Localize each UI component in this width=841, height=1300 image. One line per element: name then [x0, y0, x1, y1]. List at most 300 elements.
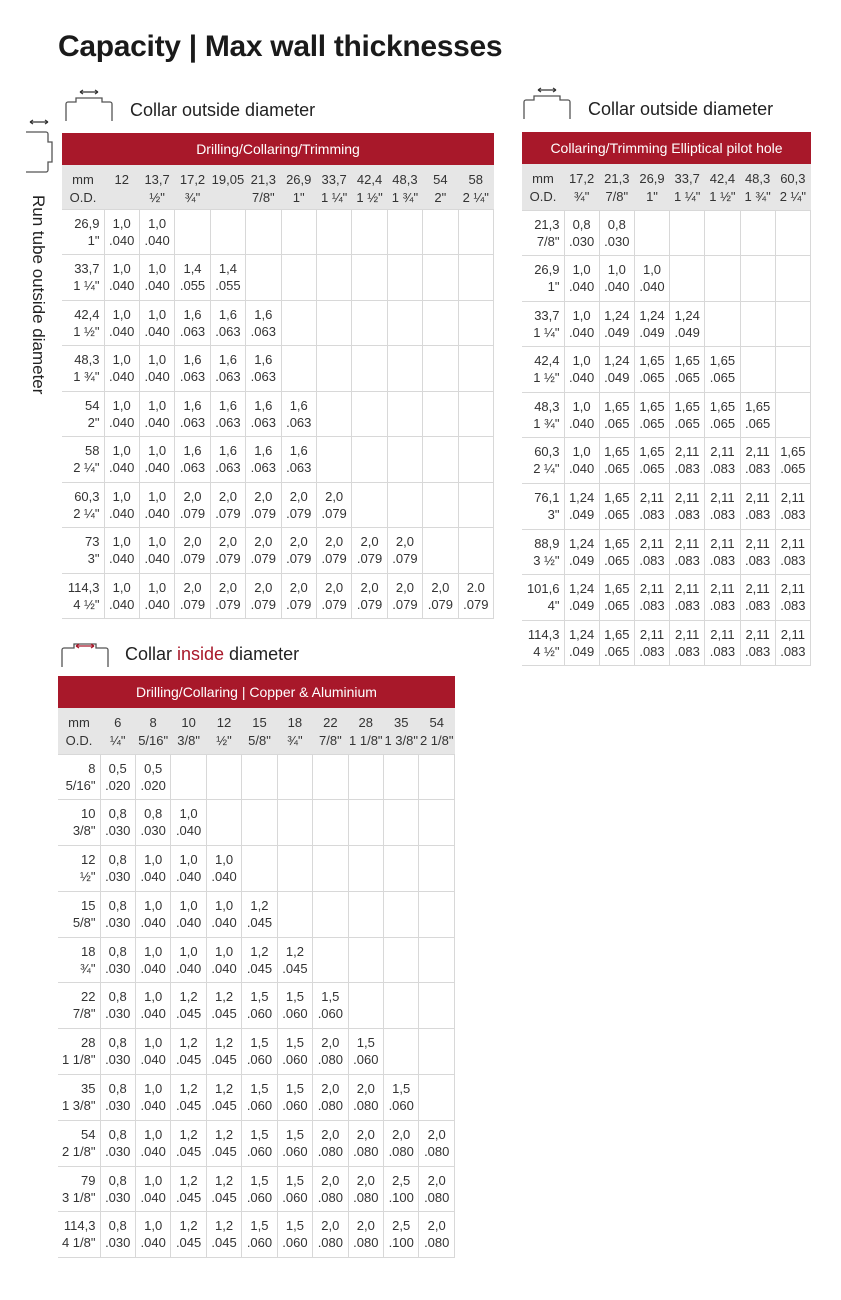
table-cell: [313, 754, 348, 800]
cell-line: 1,0: [179, 852, 198, 868]
table-cell: [670, 392, 705, 438]
table-cell: [599, 256, 634, 302]
cell-line: ½": [149, 190, 165, 205]
cell-line: .040: [144, 369, 170, 384]
table-cell: [242, 1120, 277, 1166]
cell-line: 1": [646, 189, 658, 204]
cell-line: .083: [709, 643, 736, 659]
cell-line: 0,8: [607, 216, 626, 232]
table-cell: [171, 937, 206, 983]
cell-line: .063: [179, 414, 206, 430]
table-cell: [775, 484, 810, 530]
table-copper-aluminium: [58, 676, 455, 1258]
table-cell: [313, 800, 348, 846]
cell-line: 2 ¼": [779, 189, 807, 204]
cell-line: 4 1/8": [61, 1235, 96, 1251]
cell-line: 2,11: [639, 490, 665, 506]
cell-line: 1,5: [250, 1126, 269, 1142]
table-cell: [458, 482, 493, 528]
cell-line: .045: [246, 914, 273, 930]
cell-line: .083: [639, 598, 665, 614]
cell-line: 1,0: [144, 1081, 163, 1097]
cell-line: 12: [216, 715, 232, 730]
cell-line: .030: [105, 1098, 131, 1114]
column-header: [206, 708, 241, 754]
cell-line: .080: [353, 1143, 379, 1159]
table-cell: [139, 482, 174, 528]
cell-line: 22: [81, 989, 96, 1005]
table-cell: [423, 482, 458, 528]
table-cell: [740, 347, 775, 393]
cell-line: 88,9: [534, 535, 560, 551]
cell-line: mm: [532, 171, 554, 186]
cell-line: .049: [674, 324, 700, 340]
table-cell: [599, 392, 634, 438]
column-header: [281, 165, 316, 209]
row-header: [522, 620, 564, 666]
table-cell: [564, 347, 599, 393]
cell-line: .065: [604, 507, 630, 523]
cell-line: 1,0: [148, 397, 167, 413]
table-cell: [206, 1212, 241, 1258]
table-row: [522, 256, 811, 302]
cell-line: 1,6: [218, 352, 237, 367]
cell-line: 54: [81, 1126, 96, 1142]
table-cell: [670, 256, 705, 302]
cell-line: .040: [568, 324, 595, 340]
table-cell: [419, 1120, 455, 1166]
cell-line: 1,65: [780, 444, 806, 460]
cell-line: 1,24: [568, 535, 595, 551]
cell-line: 1,0: [572, 444, 591, 460]
corner-header: [58, 708, 100, 754]
table-cell: [458, 300, 493, 346]
cell-line: 2,11: [675, 444, 700, 460]
table-row: [58, 800, 455, 846]
cell-line: 1,0: [112, 352, 131, 367]
cell-line: .040: [175, 914, 202, 930]
cell-line: 1,24: [568, 626, 595, 642]
cell-line: 7/8": [251, 190, 275, 205]
cell-line: .040: [109, 369, 135, 384]
cell-line: 1,2: [214, 1172, 234, 1188]
cell-line: 33,7: [321, 172, 347, 187]
cell-line: .030: [140, 823, 166, 839]
cell-line: 0,8: [108, 943, 127, 959]
table-cell: [419, 937, 455, 983]
table-cell: [175, 482, 210, 528]
table-cell: [313, 1029, 348, 1075]
table-cell: [104, 255, 139, 301]
row-header: [522, 529, 564, 575]
row-header: [62, 255, 104, 301]
table-cell: [246, 437, 281, 483]
cell-line: 1,65: [709, 353, 736, 369]
cell-line: .065: [780, 461, 806, 477]
cell-line: 2,0: [395, 534, 414, 549]
cell-line: 1,65: [604, 581, 630, 597]
cell-line: 26,9: [74, 215, 100, 231]
table-row: [58, 937, 455, 983]
cell-line: 1,65: [639, 398, 665, 414]
cell-line: 1,0: [179, 943, 198, 959]
cell-line: .030: [568, 233, 595, 249]
table-cell: [634, 438, 669, 484]
cell-line: .083: [709, 507, 736, 523]
table-cell: [670, 620, 705, 666]
table-cell: [740, 529, 775, 575]
row-header: [58, 1029, 100, 1075]
table-cell: [313, 1212, 348, 1258]
cell-line: .079: [321, 551, 347, 566]
cell-line: 2,0: [218, 579, 237, 595]
table-cell: [634, 575, 669, 621]
cell-line: .040: [140, 869, 166, 885]
cell-line: 1,24: [568, 490, 595, 506]
cell-line: 1,65: [744, 398, 771, 414]
cell-line: 7/8": [319, 733, 342, 748]
row-header: [62, 346, 104, 392]
cell-line: .065: [709, 370, 736, 386]
cell-line: .030: [105, 960, 131, 976]
cell-line: 2,0: [183, 488, 202, 504]
row-header: [522, 392, 564, 438]
row-header: [58, 754, 100, 800]
cell-line: 5/16": [138, 733, 169, 748]
cell-line: .079: [321, 505, 347, 521]
cell-line: 1,5: [285, 1172, 304, 1188]
cell-line: .045: [211, 1098, 237, 1114]
cell-line: .040: [144, 323, 170, 339]
table-cell: [281, 528, 316, 574]
cell-line: .040: [604, 279, 630, 295]
row-header: [62, 482, 104, 528]
table-cell: [352, 482, 387, 528]
table-cell: [423, 346, 458, 392]
cell-line: .083: [639, 507, 665, 523]
table-cell: [135, 1029, 170, 1075]
row-header: [62, 391, 104, 437]
cell-line: 12: [81, 852, 96, 868]
table-cell: [564, 484, 599, 530]
cell-line: 1,65: [639, 353, 665, 369]
table-cell: [384, 1166, 419, 1212]
cell-line: 2,11: [675, 626, 700, 642]
cell-line: 10: [181, 715, 196, 730]
table-cell: [135, 846, 170, 892]
table-row: [62, 391, 494, 437]
table-row: [58, 983, 455, 1029]
cell-line: .060: [282, 1143, 308, 1159]
table-cell: [104, 528, 139, 574]
table-row: [522, 484, 811, 530]
cell-line: 35: [393, 715, 409, 730]
table-cell: [419, 1075, 455, 1121]
column-header: [670, 164, 705, 210]
cell-line: 2 ¼": [462, 190, 489, 205]
cell-line: 1,24: [639, 307, 665, 323]
table-cell: [634, 529, 669, 575]
cell-line: .079: [286, 596, 312, 612]
table-cell: [775, 210, 810, 256]
cell-line: .045: [175, 1235, 202, 1251]
table-cell: [242, 937, 277, 983]
cell-line: 1,0: [148, 215, 167, 231]
cell-line: .040: [140, 914, 166, 930]
table-cell: [242, 846, 277, 892]
cell-line: 60,3: [780, 171, 806, 186]
cell-line: .063: [250, 369, 276, 384]
cell-line: 2,0: [321, 1172, 340, 1188]
row-header: [522, 484, 564, 530]
table-cell: [100, 1029, 135, 1075]
cell-line: 1,2: [250, 897, 269, 913]
cell-line: 101,6: [526, 581, 560, 597]
table-cell: [705, 529, 740, 575]
cell-line: 1,2: [179, 989, 198, 1005]
cell-line: .083: [780, 507, 806, 523]
table-cell: [705, 620, 740, 666]
table-cell: [740, 575, 775, 621]
table-cell: [171, 1212, 206, 1258]
table-cell: [387, 346, 422, 392]
table-cell: [634, 620, 669, 666]
table-cell: [277, 1029, 312, 1075]
data-grid: [522, 164, 811, 666]
table-cell: [281, 573, 316, 619]
cell-line: 1,6: [218, 443, 237, 458]
cell-line: .060: [317, 1006, 343, 1022]
table-cell: [210, 573, 245, 619]
table-cell: [210, 391, 245, 437]
cell-line: 2,0: [392, 1126, 411, 1142]
cell-line: 2,0: [325, 534, 344, 549]
table-cell: [634, 256, 669, 302]
cell-line: .080: [317, 1189, 343, 1205]
table-cell: [352, 528, 387, 574]
cell-line: 2,0: [395, 579, 414, 595]
table-cell: [210, 300, 245, 346]
cell-line: 42,4: [74, 306, 100, 322]
table-cell: [564, 392, 599, 438]
table-cell: [634, 301, 669, 347]
table-cell: [705, 256, 740, 302]
column-header: [348, 708, 383, 754]
cell-line: 2": [87, 414, 100, 430]
page-title: Capacity | Max wall thicknesses: [58, 30, 503, 63]
cell-line: 42,4: [534, 353, 560, 369]
cell-line: .079: [356, 596, 383, 612]
table-cell: [171, 800, 206, 846]
cell-line: 3": [547, 507, 560, 523]
table-cell: [740, 210, 775, 256]
cell-line: 8: [149, 715, 157, 730]
cell-line: .040: [175, 869, 202, 885]
cell-line: .063: [250, 414, 276, 430]
cell-line: 2,0: [325, 579, 344, 595]
cell-line: .060: [388, 1098, 414, 1114]
cell-line: 2,0: [321, 1126, 340, 1142]
column-header: [419, 708, 455, 754]
table-cell: [246, 255, 281, 301]
table-cell: [423, 437, 458, 483]
cell-line: 2,11: [780, 490, 806, 506]
cell-line: 60,3: [74, 488, 100, 504]
table-row: [58, 754, 455, 800]
cell-line: .040: [568, 415, 595, 431]
collar-inside-icon: [60, 638, 110, 668]
cell-line: .040: [109, 278, 135, 293]
table-cell: [242, 754, 277, 800]
table-cell: [564, 438, 599, 484]
table-cell: [210, 346, 245, 392]
cell-line: 1,0: [144, 852, 163, 868]
table-cell: [419, 754, 455, 800]
table-row: [58, 891, 455, 937]
cell-line: .083: [744, 461, 771, 477]
table-cell: [634, 347, 669, 393]
table-cell: [705, 438, 740, 484]
cell-line: 12: [114, 172, 129, 187]
table-cell: [206, 846, 241, 892]
cell-line: 1,4: [218, 261, 237, 276]
table-cell: [104, 346, 139, 392]
cell-line: 2,0: [427, 1172, 446, 1188]
cell-line: 4 ½": [533, 643, 560, 659]
table-cell: [348, 800, 383, 846]
cell-line: 2,0: [289, 488, 308, 504]
cell-line: .083: [709, 552, 736, 568]
cell-line: .040: [639, 279, 665, 295]
cell-line: 1,0: [112, 261, 131, 276]
cell-line: .040: [140, 1189, 166, 1205]
cell-line: 58: [468, 172, 484, 187]
cell-line: .040: [175, 823, 202, 839]
cell-line: .040: [109, 232, 135, 248]
row-header: [62, 573, 104, 619]
cell-line: 1,6: [183, 443, 202, 458]
cell-line: 1 ¼": [320, 190, 348, 205]
cell-line: .063: [250, 460, 276, 475]
cell-line: .040: [144, 278, 170, 293]
table-cell: [316, 255, 351, 301]
table-cell: [313, 1120, 348, 1166]
table-cell: [705, 301, 740, 347]
table-cell: [387, 573, 422, 619]
table-cell: [384, 846, 419, 892]
table-cell: [206, 937, 241, 983]
cell-line: 2.0: [466, 579, 485, 595]
table-cell: [775, 301, 810, 347]
cell-line: 1": [547, 279, 560, 295]
cell-line: 2,0: [289, 579, 308, 595]
cell-line: .049: [639, 324, 665, 340]
table-cell: [281, 346, 316, 392]
cell-line: .079: [215, 551, 241, 566]
table-cell: [348, 1166, 383, 1212]
cell-line: .045: [282, 960, 308, 976]
cell-line: 1,2: [179, 1035, 198, 1051]
table-cell: [352, 209, 387, 255]
table-cell: [599, 620, 634, 666]
table-cell: [104, 209, 139, 255]
cell-line: 114,3: [527, 626, 560, 642]
table-cell: [139, 528, 174, 574]
table-cell: [171, 1120, 206, 1166]
cell-line: 1 ¾": [744, 189, 771, 204]
cell-line: .040: [211, 960, 237, 976]
cell-line: .040: [109, 505, 135, 521]
cell-line: mm: [68, 715, 90, 730]
cell-line: 13,7: [144, 172, 170, 187]
cell-line: 1 ¼": [533, 324, 560, 340]
table-cell: [775, 620, 810, 666]
cell-line: 1,5: [250, 1172, 269, 1188]
table-cell: [277, 800, 312, 846]
table-cell: [206, 754, 241, 800]
cell-line: 1,24: [604, 353, 630, 369]
cell-line: 2,11: [675, 581, 700, 597]
table-cell: [348, 983, 383, 1029]
cell-line: .060: [246, 1143, 273, 1159]
cell-line: 1,0: [112, 215, 131, 231]
cell-line: 3/8": [72, 823, 96, 839]
table-row: [522, 347, 811, 393]
row-header: [62, 437, 104, 483]
table-cell: [104, 300, 139, 346]
table-cell: [352, 437, 387, 483]
table-cell: [277, 846, 312, 892]
cell-line: 1,65: [674, 398, 700, 414]
cell-line: 19,05: [211, 172, 245, 187]
table-cell: [670, 484, 705, 530]
row-header: [58, 983, 100, 1029]
cell-line: 76,1: [534, 490, 560, 506]
cell-line: .045: [175, 1052, 202, 1068]
column-header: [316, 165, 351, 209]
cell-line: .040: [144, 551, 170, 566]
cell-line: 1,2: [214, 1081, 234, 1097]
cell-line: .060: [246, 1098, 273, 1114]
table-cell: [775, 529, 810, 575]
table-cell: [135, 1075, 170, 1121]
cell-line: 2,0: [183, 534, 202, 549]
cell-line: 1,6: [183, 352, 202, 367]
table-cell: [705, 210, 740, 256]
table-cell: [100, 1120, 135, 1166]
cell-line: .083: [709, 598, 736, 614]
cell-line: 1,0: [112, 443, 131, 458]
cell-line: .045: [175, 1143, 202, 1159]
table-cell: [387, 209, 422, 255]
cell-line: .065: [674, 415, 700, 431]
table-cell: [599, 301, 634, 347]
cell-line: .060: [246, 1189, 273, 1205]
cell-line: 21,3: [250, 172, 276, 187]
table-cell: [458, 528, 493, 574]
table-cell: [564, 256, 599, 302]
cell-line: 2,11: [675, 535, 700, 551]
table-cell: [104, 391, 139, 437]
cell-line: 1,0: [144, 1218, 163, 1234]
table-cell: [175, 209, 210, 255]
table-row: [58, 846, 455, 892]
table-cell: [100, 937, 135, 983]
cell-line: .079: [215, 505, 241, 521]
cell-line: .083: [744, 643, 771, 659]
cell-line: .080: [353, 1098, 379, 1114]
table-cell: [313, 846, 348, 892]
